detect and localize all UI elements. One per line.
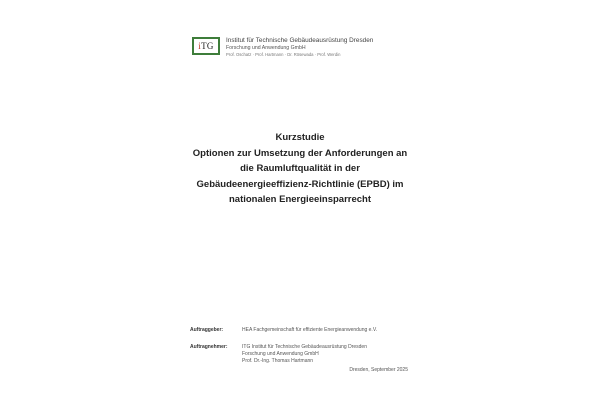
contractor-line-1: ITG Institut für Technische Gebäudeausrüstung Dresden	[242, 344, 367, 350]
contractor-line-3: Prof. Dr.-Ing. Thomas Hartmann	[242, 358, 314, 364]
title-line-5: nationalen Energieeinsparrecht	[228, 194, 371, 205]
institute-subtitle: Forschung und Anwendung GmbH	[226, 45, 306, 51]
institute-people: Prof. Oschatz · Prof. Hartmann · Dr. Rösewada · Prof. Werdin	[226, 52, 341, 57]
contractor-label: Auftragnehmer:	[190, 344, 228, 350]
title-line-2: Optionen zur Umsetzung der Anforderungen an	[192, 147, 408, 159]
contractor-row	[190, 344, 420, 366]
institute-name: Institut für Technische Gebäudeausrüstung Dresden	[226, 37, 374, 44]
document-title	[150, 130, 450, 208]
client-row	[190, 327, 420, 335]
client-value: HEA Fachgemeinschaft für effiziente Energieanwendung e.V.	[242, 327, 378, 333]
contractor-line-2: Forschung und Anwendung GmbH	[242, 351, 319, 357]
date-place: Dresden, September 2025	[349, 367, 408, 373]
title-line-3: die Raumluftqualität in der	[240, 163, 360, 174]
client-label: Auftraggeber:	[190, 327, 224, 333]
title-line-4: Gebäudeenergieeffizienz-Richtlinie (EPBD) im	[196, 178, 404, 190]
title-line-1: Kurzstudie	[275, 132, 325, 143]
logo-letters-tg: TG	[201, 41, 214, 51]
institute-header	[226, 37, 373, 58]
itg-logo	[192, 37, 220, 55]
logo-letter-i: i	[198, 41, 202, 51]
